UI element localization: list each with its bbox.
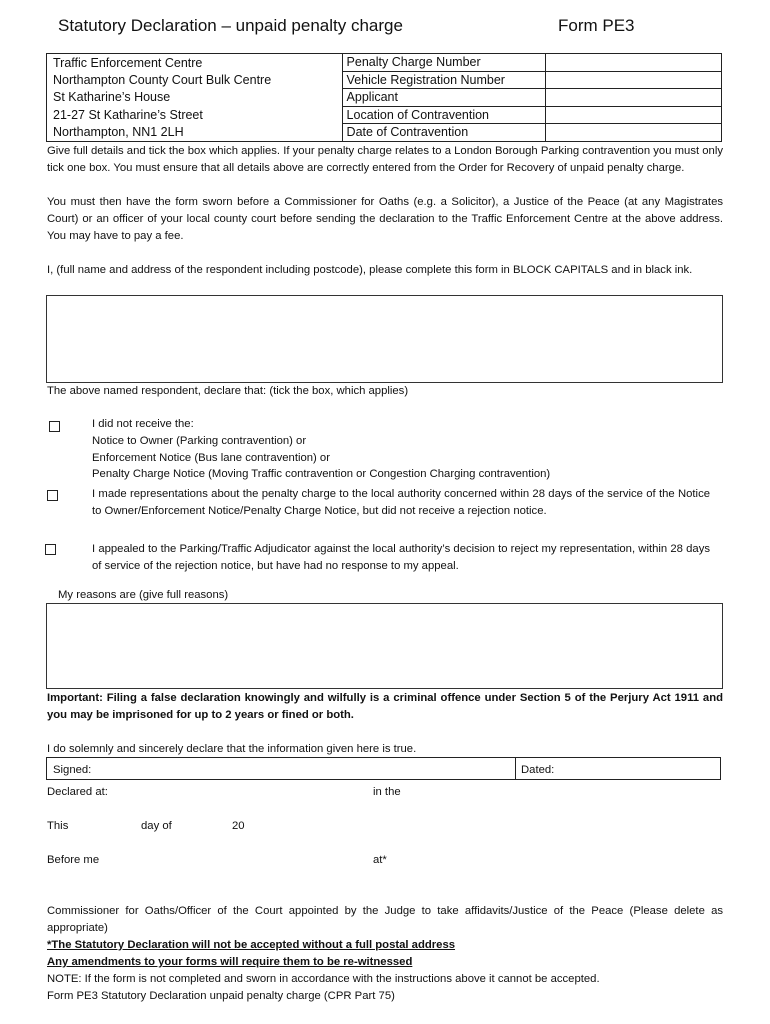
signed-label: Signed: [53, 764, 92, 776]
declared-at-label: Declared at: [47, 786, 108, 798]
amendments-note: Any amendments to your forms will require them to be re-witnessed [47, 956, 413, 968]
option2-text: I made representations about the penalty charge to the local authority concerned within 28 days of the service of the Notice to Owner/Enforcement Notice/Penalty Charge Notice, but did not receive a rejection notice. [92, 488, 710, 517]
address-line: Traffic Enforcement Centre [53, 56, 203, 70]
solemn-declaration: I do solemnly and sincerely declare that the information given here is true. [47, 743, 417, 755]
location-field[interactable] [545, 106, 721, 124]
vehicle-registration-field[interactable] [545, 71, 721, 89]
at-label: at* [373, 854, 387, 866]
option1-checkbox[interactable] [49, 421, 60, 432]
option1-text [92, 416, 710, 483]
intro-paragraph-2: You must then have the form sworn before a Commissioner for Oaths (e.g. a Solicitor), a Justice of the Peace (at any Magistrates Court) or an officer of your local county court before sending the declaration to the Traffic Enforcement Centre at the above address. You may have to pay a fee. [47, 196, 723, 242]
option2-checkbox[interactable] [47, 490, 58, 501]
applicant-field[interactable] [545, 89, 721, 107]
applicant-label: Applicant [342, 89, 545, 107]
respondent-details-box[interactable] [46, 295, 723, 383]
dated-label: Dated: [521, 764, 555, 776]
signature-row [46, 757, 721, 780]
penalty-charge-number-field[interactable] [545, 54, 721, 72]
penalty-charge-number-label: Penalty Charge Number [342, 54, 545, 72]
reasons-box[interactable] [46, 603, 723, 689]
address-line: St Katharine’s House [53, 90, 171, 105]
page-title: Statutory Declaration – unpaid penalty charge [58, 16, 403, 35]
address-line: Northampton County Court Bulk Centre [53, 73, 272, 88]
option1-line: Penalty Charge Notice (Moving Traffic contravention or Congestion Charging contravention) [92, 468, 551, 481]
important-notice: Important: Filing a false declaration knowingly and wilfully is a criminal offence under Section 5 of the Perjury Act 1911 and you may be imprisoned for up to 2 years or fined or both. [47, 692, 723, 721]
address-line: Northampton, NN1 2LH [53, 124, 184, 139]
commissioner-note: Commissioner for Oaths/Officer of the Court appointed by the Judge to take affidavits/Justice of the Peace (Please delete as appropriate) [47, 905, 723, 934]
year-label: 20 [232, 820, 245, 832]
court-address [47, 54, 343, 142]
option1-line: Notice to Owner (Parking contravention) or [92, 434, 307, 447]
location-label: Location of Contravention [342, 106, 545, 124]
postal-address-note: *The Statutory Declaration will not be accepted without a full postal address [47, 939, 456, 951]
in-the-label: in the [373, 786, 401, 798]
form-number: Form PE3 [558, 16, 635, 35]
day-of-label: day of [141, 820, 172, 832]
option3-text: I appealed to the Parking/Traffic Adjudicator against the local authority’s decision to reject my representation, within 28 days of service of the rejection notice, but have had no response to my appeal. [92, 543, 710, 572]
date-field[interactable] [545, 124, 721, 142]
form-reference: Form PE3 Statutory Declaration unpaid penalty charge (CPR Part 75) [47, 990, 395, 1002]
this-label: This [47, 820, 69, 832]
signature-divider [515, 758, 516, 779]
option1-lead: I did not receive the: [92, 418, 194, 430]
option3-checkbox[interactable] [45, 544, 56, 555]
completion-note: NOTE: If the form is not completed and sworn in accordance with the instructions above it cannot be accepted. [47, 973, 600, 985]
vehicle-registration-label: Vehicle Registration Number [342, 71, 545, 89]
address-line: 21-27 St Katharine’s Street [53, 107, 203, 122]
option1-line: Enforcement Notice (Bus lane contravention) or [92, 451, 330, 464]
respondent-instruction: I, (full name and address of the respondent including postcode), please complete this form in BLOCK CAPITALS and in black ink. [47, 264, 693, 276]
reasons-label: My reasons are (give full reasons) [58, 589, 229, 601]
details-table [46, 53, 722, 142]
date-label: Date of Contravention [342, 124, 545, 142]
before-me-label: Before me [47, 854, 100, 866]
intro-paragraph-1: Give full details and tick the box which applies. If your penalty charge relates to a London Borough Parking contravention you must only tick one box. You must ensure that all details above are correctly entered from the Order for Recovery of unpaid penalty charge. [47, 145, 723, 174]
declare-intro: The above named respondent, declare that: (tick the box, which applies) [47, 385, 409, 397]
